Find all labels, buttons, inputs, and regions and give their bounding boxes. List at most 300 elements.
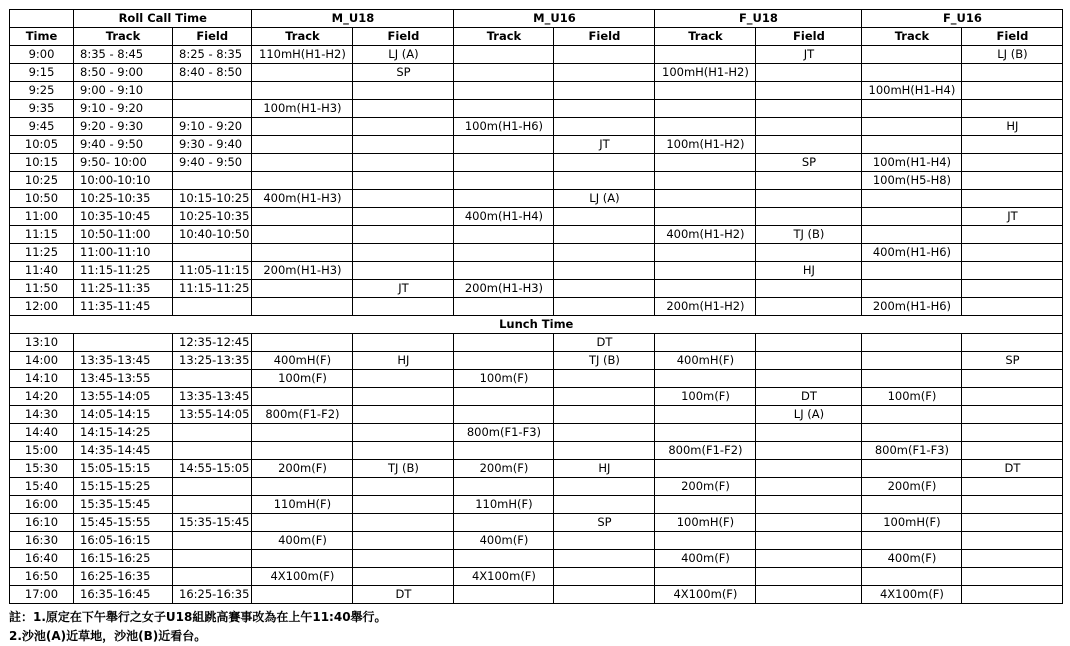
cell-f-u18-field: LJ (A) bbox=[756, 406, 862, 424]
cell-f-u16-field: JT bbox=[962, 208, 1063, 226]
cell-f-u18-track: 400mH(F) bbox=[655, 352, 756, 370]
cell-m-u16-field bbox=[554, 496, 655, 514]
cell-f-u16-track: 400m(H1-H6) bbox=[862, 244, 962, 262]
cell-f-u18-field bbox=[756, 136, 862, 154]
cell-roll-track: 10:25-10:35 bbox=[74, 190, 173, 208]
cell-m-u18-field bbox=[353, 154, 454, 172]
header-blank bbox=[10, 10, 74, 28]
cell-m-u16-track bbox=[454, 172, 554, 190]
cell-m-u18-track bbox=[252, 514, 353, 532]
cell-m-u18-field bbox=[353, 208, 454, 226]
cell-roll-field: 13:35-13:45 bbox=[173, 388, 252, 406]
cell-time: 11:50 bbox=[10, 280, 74, 298]
cell-f-u16-field: DT bbox=[962, 460, 1063, 478]
cell-m-u18-track: 110mH(F) bbox=[252, 496, 353, 514]
cell-m-u16-field: HJ bbox=[554, 460, 655, 478]
cell-m-u16-field bbox=[554, 568, 655, 586]
cell-f-u16-track: 100mH(H1-H4) bbox=[862, 82, 962, 100]
cell-roll-track: 13:55-14:05 bbox=[74, 388, 173, 406]
cell-f-u16-field bbox=[962, 280, 1063, 298]
cell-m-u18-field: LJ (A) bbox=[353, 46, 454, 64]
cell-roll-field: 13:55-14:05 bbox=[173, 406, 252, 424]
schedule-row bbox=[10, 262, 1063, 280]
cell-m-u16-field: DT bbox=[554, 334, 655, 352]
schedule-row bbox=[10, 586, 1063, 604]
cell-m-u18-field bbox=[353, 442, 454, 460]
cell-f-u16-track bbox=[862, 460, 962, 478]
cell-time: 15:00 bbox=[10, 442, 74, 460]
cell-m-u16-track bbox=[454, 262, 554, 280]
cell-roll-field: 14:55-15:05 bbox=[173, 460, 252, 478]
cell-time: 12:00 bbox=[10, 298, 74, 316]
cell-time: 13:10 bbox=[10, 334, 74, 352]
cell-m-u16-field bbox=[554, 100, 655, 118]
cell-m-u18-track: 200m(F) bbox=[252, 460, 353, 478]
cell-f-u16-field bbox=[962, 568, 1063, 586]
cell-time: 14:40 bbox=[10, 424, 74, 442]
cell-roll-field: 9:10 - 9:20 bbox=[173, 118, 252, 136]
cell-roll-track: 13:35-13:45 bbox=[74, 352, 173, 370]
cell-roll-track: 10:35-10:45 bbox=[74, 208, 173, 226]
cell-m-u18-field bbox=[353, 496, 454, 514]
cell-m-u18-track bbox=[252, 118, 353, 136]
cell-m-u16-track bbox=[454, 388, 554, 406]
cell-f-u16-track bbox=[862, 406, 962, 424]
cell-f-u16-track: 800m(F1-F3) bbox=[862, 442, 962, 460]
cell-f-u16-track bbox=[862, 568, 962, 586]
cell-f-u16-field bbox=[962, 172, 1063, 190]
cell-m-u18-track: 400m(H1-H3) bbox=[252, 190, 353, 208]
cell-m-u16-field bbox=[554, 154, 655, 172]
schedule-row bbox=[10, 478, 1063, 496]
cell-f-u18-field bbox=[756, 208, 862, 226]
cell-roll-track: 14:15-14:25 bbox=[74, 424, 173, 442]
cell-m-u16-field: LJ (A) bbox=[554, 190, 655, 208]
cell-roll-track: 15:45-15:55 bbox=[74, 514, 173, 532]
cell-time: 11:15 bbox=[10, 226, 74, 244]
cell-f-u18-field bbox=[756, 586, 862, 604]
cell-time: 10:50 bbox=[10, 190, 74, 208]
cell-m-u18-field: DT bbox=[353, 586, 454, 604]
cell-m-u16-track bbox=[454, 82, 554, 100]
cell-m-u18-field bbox=[353, 82, 454, 100]
cell-m-u16-track bbox=[454, 100, 554, 118]
cell-f-u18-field bbox=[756, 550, 862, 568]
cell-f-u16-field bbox=[962, 550, 1063, 568]
cell-m-u16-field bbox=[554, 550, 655, 568]
header-m-u16-track: Track bbox=[454, 28, 554, 46]
cell-f-u16-field bbox=[962, 226, 1063, 244]
cell-m-u18-field bbox=[353, 424, 454, 442]
cell-roll-track: 10:50-11:00 bbox=[74, 226, 173, 244]
cell-f-u18-field bbox=[756, 100, 862, 118]
cell-f-u18-field: JT bbox=[756, 46, 862, 64]
cell-f-u18-field bbox=[756, 496, 862, 514]
cell-roll-field: 10:15-10:25 bbox=[173, 190, 252, 208]
cell-roll-field: 10:25-10:35 bbox=[173, 208, 252, 226]
cell-roll-track: 14:05-14:15 bbox=[74, 406, 173, 424]
cell-roll-track: 13:45-13:55 bbox=[74, 370, 173, 388]
schedule-row bbox=[10, 352, 1063, 370]
cell-m-u18-track bbox=[252, 424, 353, 442]
header-roll-call: Roll Call Time bbox=[74, 10, 252, 28]
cell-roll-track: 11:25-11:35 bbox=[74, 280, 173, 298]
cell-m-u16-field bbox=[554, 208, 655, 226]
schedule-row bbox=[10, 190, 1063, 208]
cell-m-u18-track: 110mH(H1-H2) bbox=[252, 46, 353, 64]
cell-m-u16-track: 110mH(F) bbox=[454, 496, 554, 514]
cell-m-u16-field bbox=[554, 118, 655, 136]
header-group-f-u18: F_U18 bbox=[655, 10, 862, 28]
schedule-row bbox=[10, 406, 1063, 424]
schedule-row bbox=[10, 550, 1063, 568]
cell-f-u18-track bbox=[655, 370, 756, 388]
schedule-row bbox=[10, 244, 1063, 262]
cell-f-u18-track bbox=[655, 496, 756, 514]
cell-roll-track: 9:40 - 9:50 bbox=[74, 136, 173, 154]
cell-m-u18-field bbox=[353, 262, 454, 280]
cell-f-u16-track bbox=[862, 262, 962, 280]
cell-roll-track: 9:00 - 9:10 bbox=[74, 82, 173, 100]
cell-m-u18-field bbox=[353, 550, 454, 568]
cell-f-u18-track: 400m(F) bbox=[655, 550, 756, 568]
cell-f-u16-track: 100m(F) bbox=[862, 388, 962, 406]
cell-roll-track bbox=[74, 334, 173, 352]
cell-m-u18-track bbox=[252, 280, 353, 298]
schedule-row bbox=[10, 64, 1063, 82]
cell-f-u16-track bbox=[862, 532, 962, 550]
cell-f-u18-track bbox=[655, 82, 756, 100]
cell-roll-field: 9:40 - 9:50 bbox=[173, 154, 252, 172]
cell-roll-field: 12:35-12:45 bbox=[173, 334, 252, 352]
cell-m-u18-track bbox=[252, 226, 353, 244]
cell-m-u18-field bbox=[353, 100, 454, 118]
cell-roll-field: 8:25 - 8:35 bbox=[173, 46, 252, 64]
cell-roll-track: 9:10 - 9:20 bbox=[74, 100, 173, 118]
cell-roll-field bbox=[173, 568, 252, 586]
cell-f-u18-track bbox=[655, 406, 756, 424]
header-roll-field: Field bbox=[173, 28, 252, 46]
cell-f-u16-track bbox=[862, 370, 962, 388]
cell-m-u18-track bbox=[252, 478, 353, 496]
cell-m-u18-field bbox=[353, 370, 454, 388]
header-f-u18-field: Field bbox=[756, 28, 862, 46]
cell-m-u16-track bbox=[454, 334, 554, 352]
cell-m-u18-field bbox=[353, 334, 454, 352]
cell-f-u18-field bbox=[756, 514, 862, 532]
cell-m-u18-field: HJ bbox=[353, 352, 454, 370]
cell-m-u16-track bbox=[454, 64, 554, 82]
cell-f-u16-track bbox=[862, 100, 962, 118]
cell-f-u18-track bbox=[655, 46, 756, 64]
cell-m-u18-track: 100m(F) bbox=[252, 370, 353, 388]
cell-m-u18-track bbox=[252, 550, 353, 568]
cell-f-u18-track: 100m(F) bbox=[655, 388, 756, 406]
cell-f-u18-track: 100m(H1-H2) bbox=[655, 136, 756, 154]
schedule-row bbox=[10, 154, 1063, 172]
cell-m-u18-track bbox=[252, 208, 353, 226]
header-f-u16-track: Track bbox=[862, 28, 962, 46]
cell-m-u18-field bbox=[353, 244, 454, 262]
cell-m-u16-track bbox=[454, 442, 554, 460]
cell-m-u18-field: JT bbox=[353, 280, 454, 298]
cell-time: 10:05 bbox=[10, 136, 74, 154]
cell-m-u18-field bbox=[353, 190, 454, 208]
cell-roll-field bbox=[173, 172, 252, 190]
header-group-m-u16: M_U16 bbox=[454, 10, 655, 28]
cell-m-u16-field bbox=[554, 226, 655, 244]
cell-roll-track: 16:25-16:35 bbox=[74, 568, 173, 586]
cell-f-u16-field bbox=[962, 64, 1063, 82]
cell-roll-field: 16:25-16:35 bbox=[173, 586, 252, 604]
cell-f-u16-field bbox=[962, 370, 1063, 388]
cell-m-u16-track bbox=[454, 190, 554, 208]
cell-roll-field bbox=[173, 370, 252, 388]
cell-f-u16-field bbox=[962, 388, 1063, 406]
cell-f-u16-field bbox=[962, 496, 1063, 514]
cell-m-u18-field bbox=[353, 388, 454, 406]
cell-time: 14:30 bbox=[10, 406, 74, 424]
cell-f-u16-field bbox=[962, 298, 1063, 316]
cell-m-u16-track bbox=[454, 298, 554, 316]
cell-m-u18-track bbox=[252, 388, 353, 406]
cell-time: 15:30 bbox=[10, 460, 74, 478]
cell-f-u18-field bbox=[756, 280, 862, 298]
cell-m-u16-field bbox=[554, 424, 655, 442]
cell-f-u16-track: 100mH(F) bbox=[862, 514, 962, 532]
cell-m-u18-field bbox=[353, 478, 454, 496]
schedule-row bbox=[10, 46, 1063, 64]
cell-roll-field bbox=[173, 244, 252, 262]
cell-m-u16-track bbox=[454, 478, 554, 496]
cell-f-u16-field bbox=[962, 478, 1063, 496]
cell-m-u16-track bbox=[454, 586, 554, 604]
cell-f-u16-track: 200m(F) bbox=[862, 478, 962, 496]
cell-time: 11:00 bbox=[10, 208, 74, 226]
cell-f-u16-track bbox=[862, 226, 962, 244]
cell-f-u18-field bbox=[756, 82, 862, 100]
cell-roll-field bbox=[173, 298, 252, 316]
cell-time: 10:25 bbox=[10, 172, 74, 190]
cell-m-u16-track: 800m(F1-F3) bbox=[454, 424, 554, 442]
cell-f-u18-field: DT bbox=[756, 388, 862, 406]
cell-time: 14:00 bbox=[10, 352, 74, 370]
cell-m-u16-field bbox=[554, 298, 655, 316]
cell-f-u18-track bbox=[655, 172, 756, 190]
cell-f-u16-field: HJ bbox=[962, 118, 1063, 136]
cell-f-u18-field bbox=[756, 532, 862, 550]
cell-f-u18-track bbox=[655, 154, 756, 172]
cell-roll-track: 8:35 - 8:45 bbox=[74, 46, 173, 64]
cell-m-u16-field: JT bbox=[554, 136, 655, 154]
cell-m-u18-field bbox=[353, 136, 454, 154]
cell-roll-field: 9:30 - 9:40 bbox=[173, 136, 252, 154]
cell-m-u16-track: 200m(F) bbox=[454, 460, 554, 478]
cell-m-u16-track: 100m(F) bbox=[454, 370, 554, 388]
cell-f-u18-track bbox=[655, 244, 756, 262]
cell-roll-field bbox=[173, 100, 252, 118]
cell-f-u18-track bbox=[655, 118, 756, 136]
cell-time: 17:00 bbox=[10, 586, 74, 604]
cell-f-u18-track: 200m(F) bbox=[655, 478, 756, 496]
cell-m-u16-field bbox=[554, 406, 655, 424]
cell-roll-track: 11:35-11:45 bbox=[74, 298, 173, 316]
cell-roll-track: 9:50- 10:00 bbox=[74, 154, 173, 172]
cell-f-u16-track bbox=[862, 280, 962, 298]
cell-m-u16-track bbox=[454, 514, 554, 532]
schedule-row bbox=[10, 298, 1063, 316]
cell-m-u16-track bbox=[454, 406, 554, 424]
schedule-row bbox=[10, 496, 1063, 514]
cell-roll-field: 8:40 - 8:50 bbox=[173, 64, 252, 82]
cell-m-u18-field bbox=[353, 406, 454, 424]
cell-roll-field bbox=[173, 496, 252, 514]
cell-f-u18-track bbox=[655, 424, 756, 442]
header-m-u18-track: Track bbox=[252, 28, 353, 46]
cell-m-u18-track bbox=[252, 298, 353, 316]
cell-m-u18-track: 800m(F1-F2) bbox=[252, 406, 353, 424]
header-m-u18-field: Field bbox=[353, 28, 454, 46]
cell-roll-track: 15:15-15:25 bbox=[74, 478, 173, 496]
cell-m-u16-track bbox=[454, 154, 554, 172]
cell-m-u16-field bbox=[554, 82, 655, 100]
cell-m-u16-field bbox=[554, 46, 655, 64]
cell-f-u16-track bbox=[862, 64, 962, 82]
cell-m-u18-field bbox=[353, 298, 454, 316]
cell-m-u18-track bbox=[252, 586, 353, 604]
header-m-u16-field: Field bbox=[554, 28, 655, 46]
cell-m-u18-track bbox=[252, 334, 353, 352]
cell-time: 9:15 bbox=[10, 64, 74, 82]
cell-f-u16-track bbox=[862, 352, 962, 370]
schedule-sheet bbox=[9, 9, 1063, 604]
cell-time: 16:30 bbox=[10, 532, 74, 550]
cell-roll-track: 16:15-16:25 bbox=[74, 550, 173, 568]
cell-m-u16-field: TJ (B) bbox=[554, 352, 655, 370]
cell-f-u18-field bbox=[756, 352, 862, 370]
cell-m-u18-field bbox=[353, 568, 454, 586]
cell-f-u16-track bbox=[862, 496, 962, 514]
cell-f-u18-field bbox=[756, 424, 862, 442]
cell-roll-field bbox=[173, 532, 252, 550]
cell-f-u16-track bbox=[862, 334, 962, 352]
cell-time: 14:10 bbox=[10, 370, 74, 388]
cell-time: 14:20 bbox=[10, 388, 74, 406]
schedule-row bbox=[10, 100, 1063, 118]
cell-m-u18-track: 4X100m(F) bbox=[252, 568, 353, 586]
cell-f-u16-field bbox=[962, 100, 1063, 118]
cell-f-u16-field bbox=[962, 424, 1063, 442]
cell-roll-track: 11:15-11:25 bbox=[74, 262, 173, 280]
cell-m-u18-field bbox=[353, 532, 454, 550]
cell-f-u16-field bbox=[962, 244, 1063, 262]
cell-m-u16-field bbox=[554, 64, 655, 82]
schedule-row bbox=[10, 118, 1063, 136]
cell-f-u16-track: 100m(H5-H8) bbox=[862, 172, 962, 190]
cell-m-u16-field bbox=[554, 388, 655, 406]
cell-f-u18-field bbox=[756, 244, 862, 262]
cell-f-u16-field bbox=[962, 190, 1063, 208]
cell-roll-field bbox=[173, 478, 252, 496]
cell-time: 9:25 bbox=[10, 82, 74, 100]
cell-f-u16-field: LJ (B) bbox=[962, 46, 1063, 64]
cell-f-u18-track: 100mH(F) bbox=[655, 514, 756, 532]
cell-f-u18-track: 200m(H1-H2) bbox=[655, 298, 756, 316]
cell-m-u16-field: SP bbox=[554, 514, 655, 532]
cell-f-u18-field bbox=[756, 442, 862, 460]
header-roll-track: Track bbox=[74, 28, 173, 46]
schedule-row bbox=[10, 568, 1063, 586]
cell-f-u16-field bbox=[962, 532, 1063, 550]
cell-m-u16-track bbox=[454, 136, 554, 154]
cell-f-u18-field bbox=[756, 298, 862, 316]
schedule-row bbox=[10, 172, 1063, 190]
cell-f-u18-track bbox=[655, 262, 756, 280]
cell-f-u16-track bbox=[862, 208, 962, 226]
lunch-time-label: Lunch Time bbox=[10, 316, 1063, 334]
cell-f-u16-track: 200m(H1-H6) bbox=[862, 298, 962, 316]
cell-roll-field: 13:25-13:35 bbox=[173, 352, 252, 370]
cell-m-u18-field bbox=[353, 226, 454, 244]
cell-time: 10:15 bbox=[10, 154, 74, 172]
cell-m-u18-track bbox=[252, 64, 353, 82]
cell-m-u18-field: SP bbox=[353, 64, 454, 82]
cell-f-u16-field bbox=[962, 136, 1063, 154]
schedule-row bbox=[10, 226, 1063, 244]
cell-m-u16-field bbox=[554, 172, 655, 190]
cell-f-u16-field bbox=[962, 154, 1063, 172]
header-time: Time bbox=[10, 28, 74, 46]
cell-m-u16-field bbox=[554, 478, 655, 496]
cell-m-u16-field bbox=[554, 280, 655, 298]
cell-m-u16-track: 400m(H1-H4) bbox=[454, 208, 554, 226]
cell-m-u16-track bbox=[454, 550, 554, 568]
cell-m-u18-track: 200m(H1-H3) bbox=[252, 262, 353, 280]
cell-roll-track: 14:35-14:45 bbox=[74, 442, 173, 460]
cell-time: 16:00 bbox=[10, 496, 74, 514]
cell-roll-field: 11:15-11:25 bbox=[173, 280, 252, 298]
header-f-u18-track: Track bbox=[655, 28, 756, 46]
cell-roll-track: 16:05-16:15 bbox=[74, 532, 173, 550]
cell-m-u18-field: TJ (B) bbox=[353, 460, 454, 478]
cell-roll-track: 15:05-15:15 bbox=[74, 460, 173, 478]
cell-m-u18-track bbox=[252, 442, 353, 460]
cell-m-u16-track: 4X100m(F) bbox=[454, 568, 554, 586]
cell-f-u18-field bbox=[756, 370, 862, 388]
cell-m-u16-track bbox=[454, 46, 554, 64]
cell-f-u16-track bbox=[862, 136, 962, 154]
cell-f-u18-field bbox=[756, 190, 862, 208]
cell-f-u16-field bbox=[962, 586, 1063, 604]
cell-time: 11:40 bbox=[10, 262, 74, 280]
cell-f-u18-field: SP bbox=[756, 154, 862, 172]
header-f-u16-field: Field bbox=[962, 28, 1063, 46]
cell-f-u16-field bbox=[962, 514, 1063, 532]
cell-roll-track: 8:50 - 9:00 bbox=[74, 64, 173, 82]
cell-m-u16-track bbox=[454, 352, 554, 370]
schedule-row bbox=[10, 208, 1063, 226]
cell-m-u18-field bbox=[353, 514, 454, 532]
cell-m-u16-field bbox=[554, 532, 655, 550]
cell-m-u18-track bbox=[252, 136, 353, 154]
schedule-table bbox=[9, 9, 1063, 604]
cell-f-u16-field bbox=[962, 406, 1063, 424]
schedule-row bbox=[10, 514, 1063, 532]
cell-time: 9:45 bbox=[10, 118, 74, 136]
cell-time: 9:35 bbox=[10, 100, 74, 118]
cell-f-u18-track bbox=[655, 190, 756, 208]
cell-time: 15:40 bbox=[10, 478, 74, 496]
